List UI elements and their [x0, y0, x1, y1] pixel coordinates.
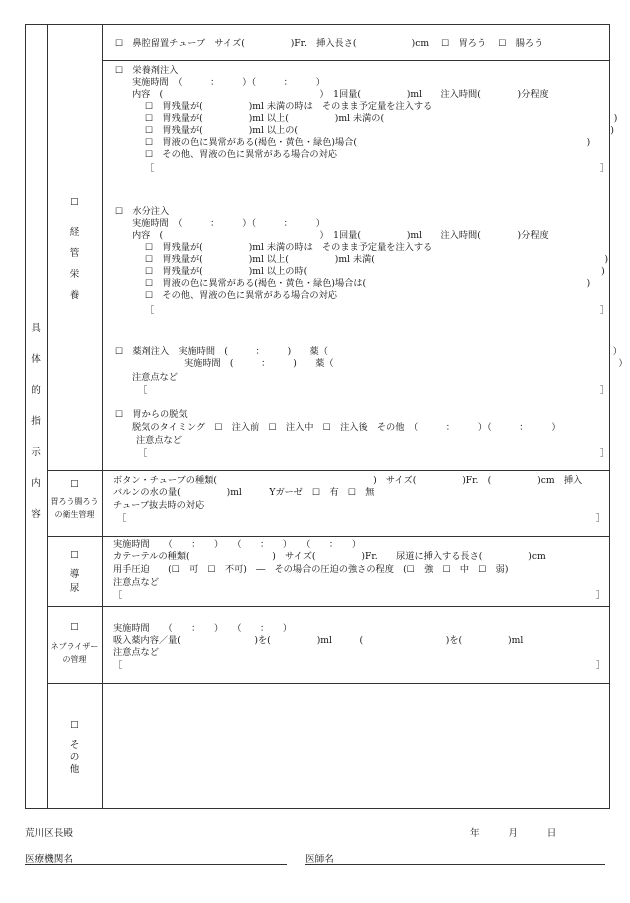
dounyou-notes-label: 注意点など: [113, 577, 159, 588]
tube-removal-label: チューブ抜去時の対応: [113, 500, 205, 511]
bracket-open: ［: [145, 163, 155, 174]
bracket-close: ］: [596, 660, 606, 671]
datsuki-check[interactable]: ☐ 胃からの脱気: [115, 409, 188, 420]
eiyou-check[interactable]: ☐ 栄養剤注入: [115, 65, 179, 76]
eiyou-content[interactable]: 内容 ( ） 1回量( )ml 注入時間( )分程度: [132, 89, 549, 100]
bracket-open: ［: [117, 513, 127, 524]
date-field[interactable]: 年 月 日: [470, 828, 557, 839]
suibun-option[interactable]: ☐ 胃液の色に異常がある(褐色・黄色・緑色)場合は( ): [145, 278, 591, 289]
ward-name: 荒川区長殿: [25, 828, 73, 839]
bracket-open: ［: [113, 590, 123, 601]
grid-line: [47, 24, 48, 809]
eiyou-option[interactable]: ☐ 胃残量が( )ml 以上の( ): [145, 125, 614, 136]
irou-label: ☐ 胃ろう腸ろう の衛生管理: [47, 478, 102, 521]
eiyou-option[interactable]: ☐ 胃液の色に異常がある(褐色・黄色・緑色)場合( ): [145, 137, 591, 148]
bracket-close: ］: [600, 385, 610, 396]
neb-notes-label: 注意点など: [113, 647, 159, 658]
suibun-time[interactable]: 実施時間 （ ： ）（ ： ）: [132, 218, 325, 229]
other-label: ☐ そ の 他: [47, 720, 102, 773]
keikan-checkbox[interactable]: ☐: [70, 197, 79, 208]
catheter-type[interactable]: カテーテルの種類( ) サイズ( )Fr. 尿道に挿入する長さ( )cm: [113, 551, 546, 562]
doctor-label: 医師名: [305, 854, 334, 865]
eiyou-option[interactable]: ☐ 胃残量が( )ml 以上( )ml 未満の( ): [145, 113, 618, 124]
irou-checkbox[interactable]: ☐: [70, 479, 79, 490]
outer-label: 具 体 的 指 示 内 容: [31, 323, 41, 520]
dounyou-time[interactable]: 実施時間 （ ： ） （ ： ） （ ： ）: [113, 539, 362, 550]
bracket-open: ［: [145, 305, 155, 316]
suibun-option[interactable]: ☐ 胃残量が( )ml 未満の時は そのまま予定量を注入する: [145, 242, 433, 253]
eiyou-time[interactable]: 実施時間 （ ： ）（ ： ）: [132, 77, 325, 88]
bracket-close: ］: [596, 590, 606, 601]
bracket-close: ］: [596, 513, 606, 524]
balloon-water[interactable]: バルンの水の量( )ml Yガーゼ ☐ 有 ☐ 無: [113, 487, 375, 498]
grid-line: [102, 60, 610, 61]
suibun-option[interactable]: ☐ 胃残量が( )ml 以上の時( ): [145, 266, 605, 277]
neb-label: ☐ ネブライザー の管理: [47, 621, 102, 666]
bracket-open: ［: [113, 660, 123, 671]
bracket-open: ［: [138, 448, 148, 459]
tube-row[interactable]: ☐ 鼻腔留置チューブ サイズ( )Fr. 挿入長さ( )cm ☐ 胃ろう ☐ 腸ろう: [115, 38, 544, 49]
grid-line: [47, 683, 610, 684]
suibun-content[interactable]: 内容 ( ） 1回量( )ml 注入時間( )分程度: [132, 230, 549, 241]
eiyou-option[interactable]: ☐ その他、胃液の色に異常がある場合の対応: [145, 149, 337, 160]
institution-underline[interactable]: [25, 864, 287, 865]
suibun-option[interactable]: ☐ その他、胃液の色に異常がある場合の対応: [145, 290, 337, 301]
button-tube-type[interactable]: ボタン・チューブの種類( ) サイズ( )Fr. ( )cm 挿入: [113, 475, 583, 486]
institution-label: 医療機関名: [25, 854, 73, 865]
grid-line: [47, 470, 610, 471]
keikan-label: ☐ 経 管 栄 養: [47, 197, 102, 308]
suibun-option[interactable]: ☐ 胃残量が( )ml 以上( )ml 未満( ): [145, 254, 609, 265]
other-checkbox[interactable]: ☐: [70, 720, 79, 731]
bracket-close: ］: [600, 163, 610, 174]
neb-time[interactable]: 実施時間 （ ： ） （ ： ）: [113, 623, 293, 634]
grid-line: [102, 24, 103, 809]
yakuzai-notes-label: 注意点など: [132, 372, 178, 383]
doctor-underline[interactable]: [305, 864, 605, 865]
manual-pressure[interactable]: 用手圧迫 (☐ 可 ☐ 不可) ― その場合の圧迫の強さの程度 (☐ 強 ☐ 中 ☐ 弱): [113, 564, 509, 575]
bracket-open: ［: [138, 385, 148, 396]
grid-line: [47, 536, 610, 537]
eiyou-option[interactable]: ☐ 胃残量が( )ml 未満の時は そのまま予定量を注入する: [145, 101, 433, 112]
inhalant[interactable]: 吸入薬内容／量( )を( )ml ( )を( )ml: [113, 635, 524, 646]
bracket-close: ］: [600, 448, 610, 459]
dounyou-label: ☐ 導 尿: [47, 550, 102, 594]
datsuki-timing[interactable]: 脱気のタイミング ☐ 注入前 ☐ 注入中 ☐ 注入後 その他 （ ： ）（ ： ）: [132, 422, 561, 433]
yakuzai-row[interactable]: ☐ 薬剤注入 実施時間 ( ： ) 薬（ ）: [115, 346, 622, 357]
datsuki-notes-label: 注意点など: [136, 435, 182, 446]
suibun-check[interactable]: ☐ 水分注入: [115, 206, 170, 217]
neb-checkbox[interactable]: ☐: [70, 622, 79, 633]
bracket-close: ］: [600, 305, 610, 316]
dounyou-checkbox[interactable]: ☐: [70, 550, 79, 561]
grid-line: [47, 606, 610, 607]
yakuzai-row2[interactable]: 実施時間 ( ： ) 薬（ ）: [184, 358, 628, 369]
